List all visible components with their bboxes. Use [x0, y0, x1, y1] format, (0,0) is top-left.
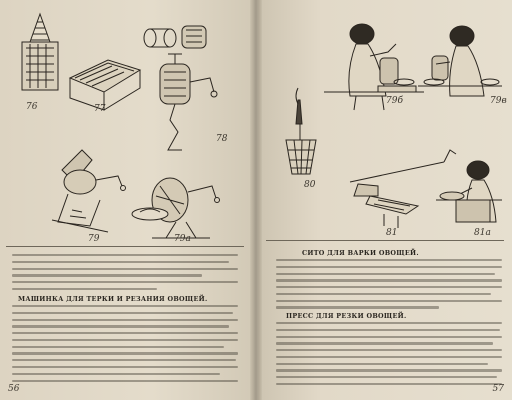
figure-number-81: 81	[386, 228, 398, 238]
person-with-bowls-drawing	[418, 26, 502, 96]
left-page	[0, 0, 254, 400]
grater-drawing	[22, 14, 58, 90]
text-block-3	[276, 259, 502, 313]
person-operating-machine-drawing	[324, 24, 424, 110]
page-number-left: 56	[8, 384, 20, 394]
text-block-2	[12, 305, 238, 386]
left-illustrations	[0, 0, 254, 250]
sieve-drawing	[286, 88, 316, 174]
section-heading-machine: МАШИНКА ДЛЯ ТЕРКИ И РЕЗАНИЯ ОВОЩЕЙ.	[18, 295, 208, 303]
figure-number-80: 80	[304, 180, 316, 190]
mincer-drawing	[52, 150, 126, 232]
text-block-1	[12, 254, 238, 295]
figure-divider	[6, 246, 244, 247]
figure-divider-right	[266, 240, 504, 241]
section-heading-press: ПРЕСС ДЛЯ РЕЗКИ ОВОЩЕЙ.	[286, 312, 407, 320]
machine-with-plate-drawing	[132, 178, 220, 238]
person-at-table-drawing	[436, 161, 502, 222]
grating-drums-drawing	[144, 26, 206, 48]
page-number-right: 57	[492, 384, 504, 394]
figure-number-77: 77	[94, 104, 106, 114]
right-page	[258, 0, 512, 400]
section-heading-sieve: СИТО ДЛЯ ВАРКИ ОВОЩЕЙ.	[302, 249, 419, 257]
slicer-drawing	[70, 60, 140, 110]
figure-number-76: 76	[26, 102, 38, 112]
figure-number-79b: 79б	[386, 96, 403, 106]
figure-number-81a: 81а	[474, 228, 491, 238]
figure-number-79: 79	[88, 234, 100, 244]
figure-number-79a: 79а	[174, 234, 191, 244]
figure-number-79v: 79в	[490, 96, 507, 106]
text-block-4	[276, 322, 502, 390]
book-gutter	[250, 0, 262, 400]
figure-number-78: 78	[216, 134, 228, 144]
vegetable-press-drawing	[350, 150, 456, 228]
right-illustrations	[258, 0, 512, 250]
vegetable-machine-drawing	[160, 54, 217, 150]
